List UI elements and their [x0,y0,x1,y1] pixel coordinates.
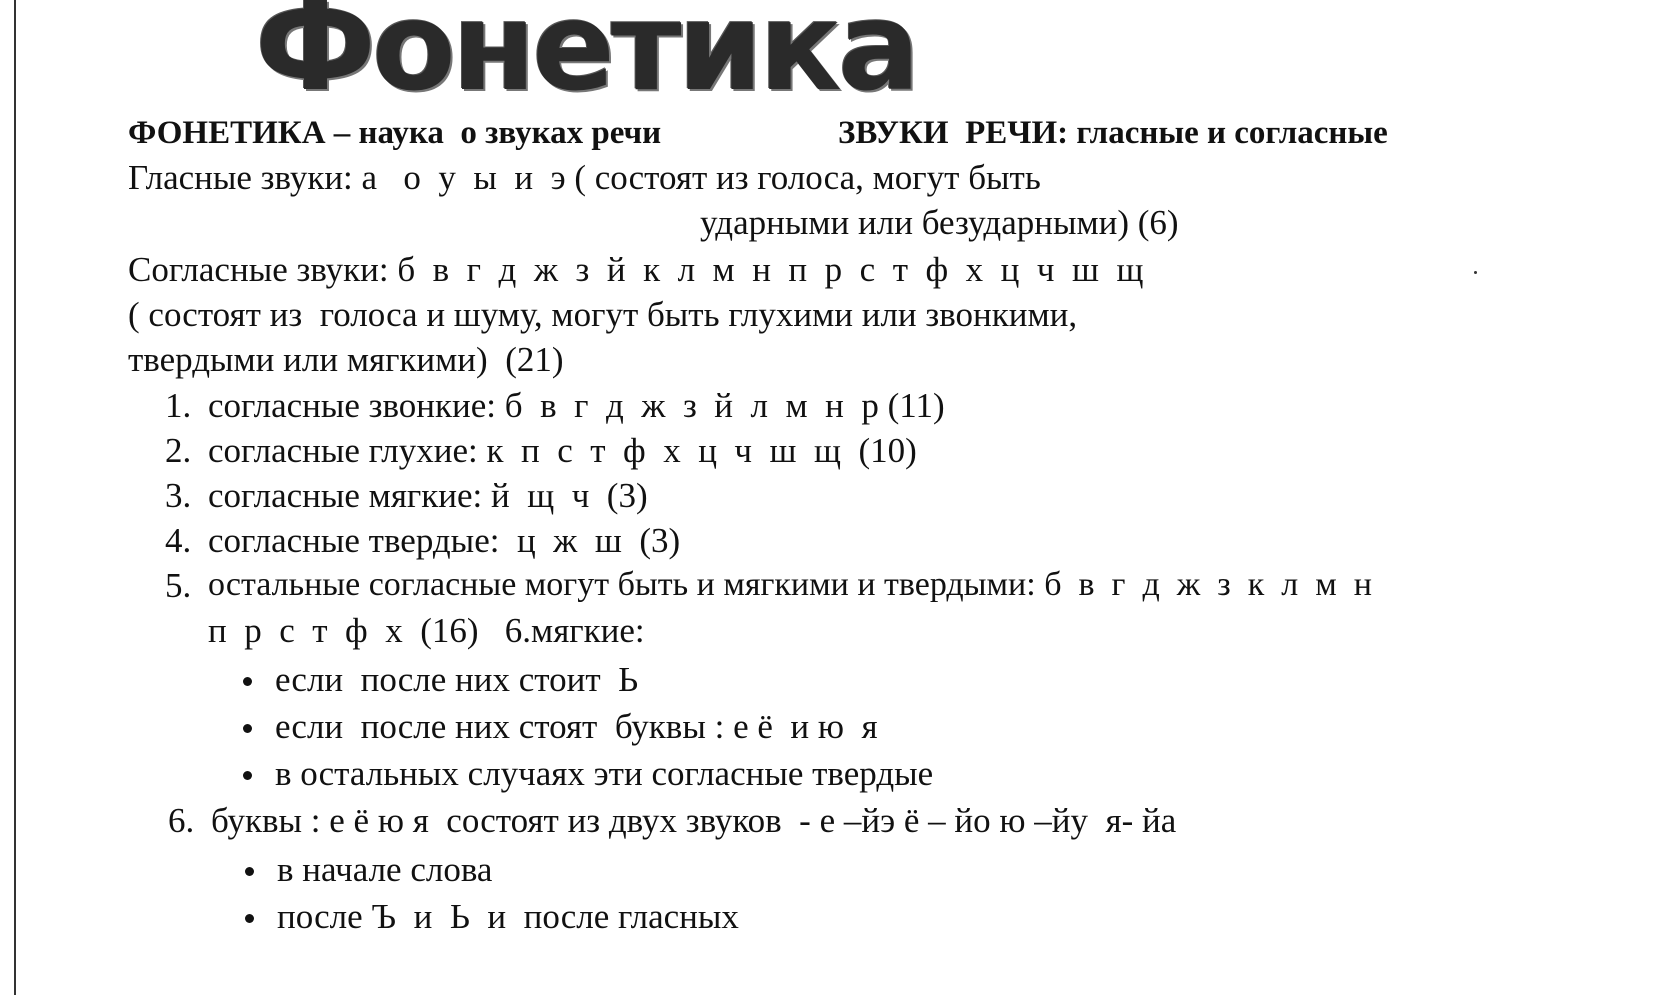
list-item-paired-continuation: п р с т ф х (16) 6.мягкие: [208,611,645,650]
soft-rule-bullet-1: если после них стоит Ь [275,660,639,699]
list-item-voiceless: согласные глухие: к п с т ф х ц ч ш щ (10) [208,431,917,470]
consonants-line-1: Согласные звуки: б в г д ж з й к л м н п р с т ф х ц ч ш щ [128,250,1144,289]
bullet-icon [245,914,254,923]
page-left-edge [14,0,16,995]
definition-heading: ФОНЕТИКА – наука о звуках речи [128,115,662,151]
vowels-line-1: Гласные звуки: а о у ы и э ( состоят из голоса, могут быть [128,158,1041,197]
list-number-1: 1. [165,386,192,425]
list-number-2: 2. [165,431,192,470]
list-number-6: 6. [168,801,195,840]
speech-sounds-heading: ЗВУКИ РЕЧИ: гласные и согласные [838,115,1388,151]
bullet-icon [243,771,252,780]
scan-speck [1474,271,1477,274]
list-item-hard: согласные твердые: ц ж ш (3) [208,521,681,560]
list-item-two-sound-letters: буквы : е ё ю я состоят из двух звуков - е –йэ ё – йо ю –йу я- йа [211,801,1177,840]
bullet-icon [243,677,252,686]
list-item-soft: согласные мягкие: й щ ч (3) [208,476,648,515]
page-title: Фонетика [255,0,917,118]
soft-rule-bullet-3: в остальных случаях эти согласные твердые [275,754,934,793]
bullet-icon [243,724,252,733]
consonants-line-2: ( состоят из голоса и шуму, могут быть глухими или звонкими, [128,295,1078,334]
consonants-line-3: твердыми или мягкими) (21) [128,340,564,379]
bullet-icon [245,867,254,876]
list-item-paired: остальные согласные могут быть и мягкими и твердыми: б в г д ж з к л м н [208,566,1372,603]
list-number-3: 3. [165,476,192,515]
two-sound-bullet-2: после Ъ и Ь и после гласных [277,897,739,936]
soft-rule-bullet-2: если после них стоят буквы : е ё и ю я [275,707,878,746]
list-number-5: 5. [165,566,192,605]
vowels-line-2: ударными или безударными) (6) [700,203,1179,242]
list-item-voiced: согласные звонкие: б в г д ж з й л м н р (11) [208,386,945,425]
two-sound-bullet-1: в начале слова [277,850,493,889]
list-number-4: 4. [165,521,192,560]
